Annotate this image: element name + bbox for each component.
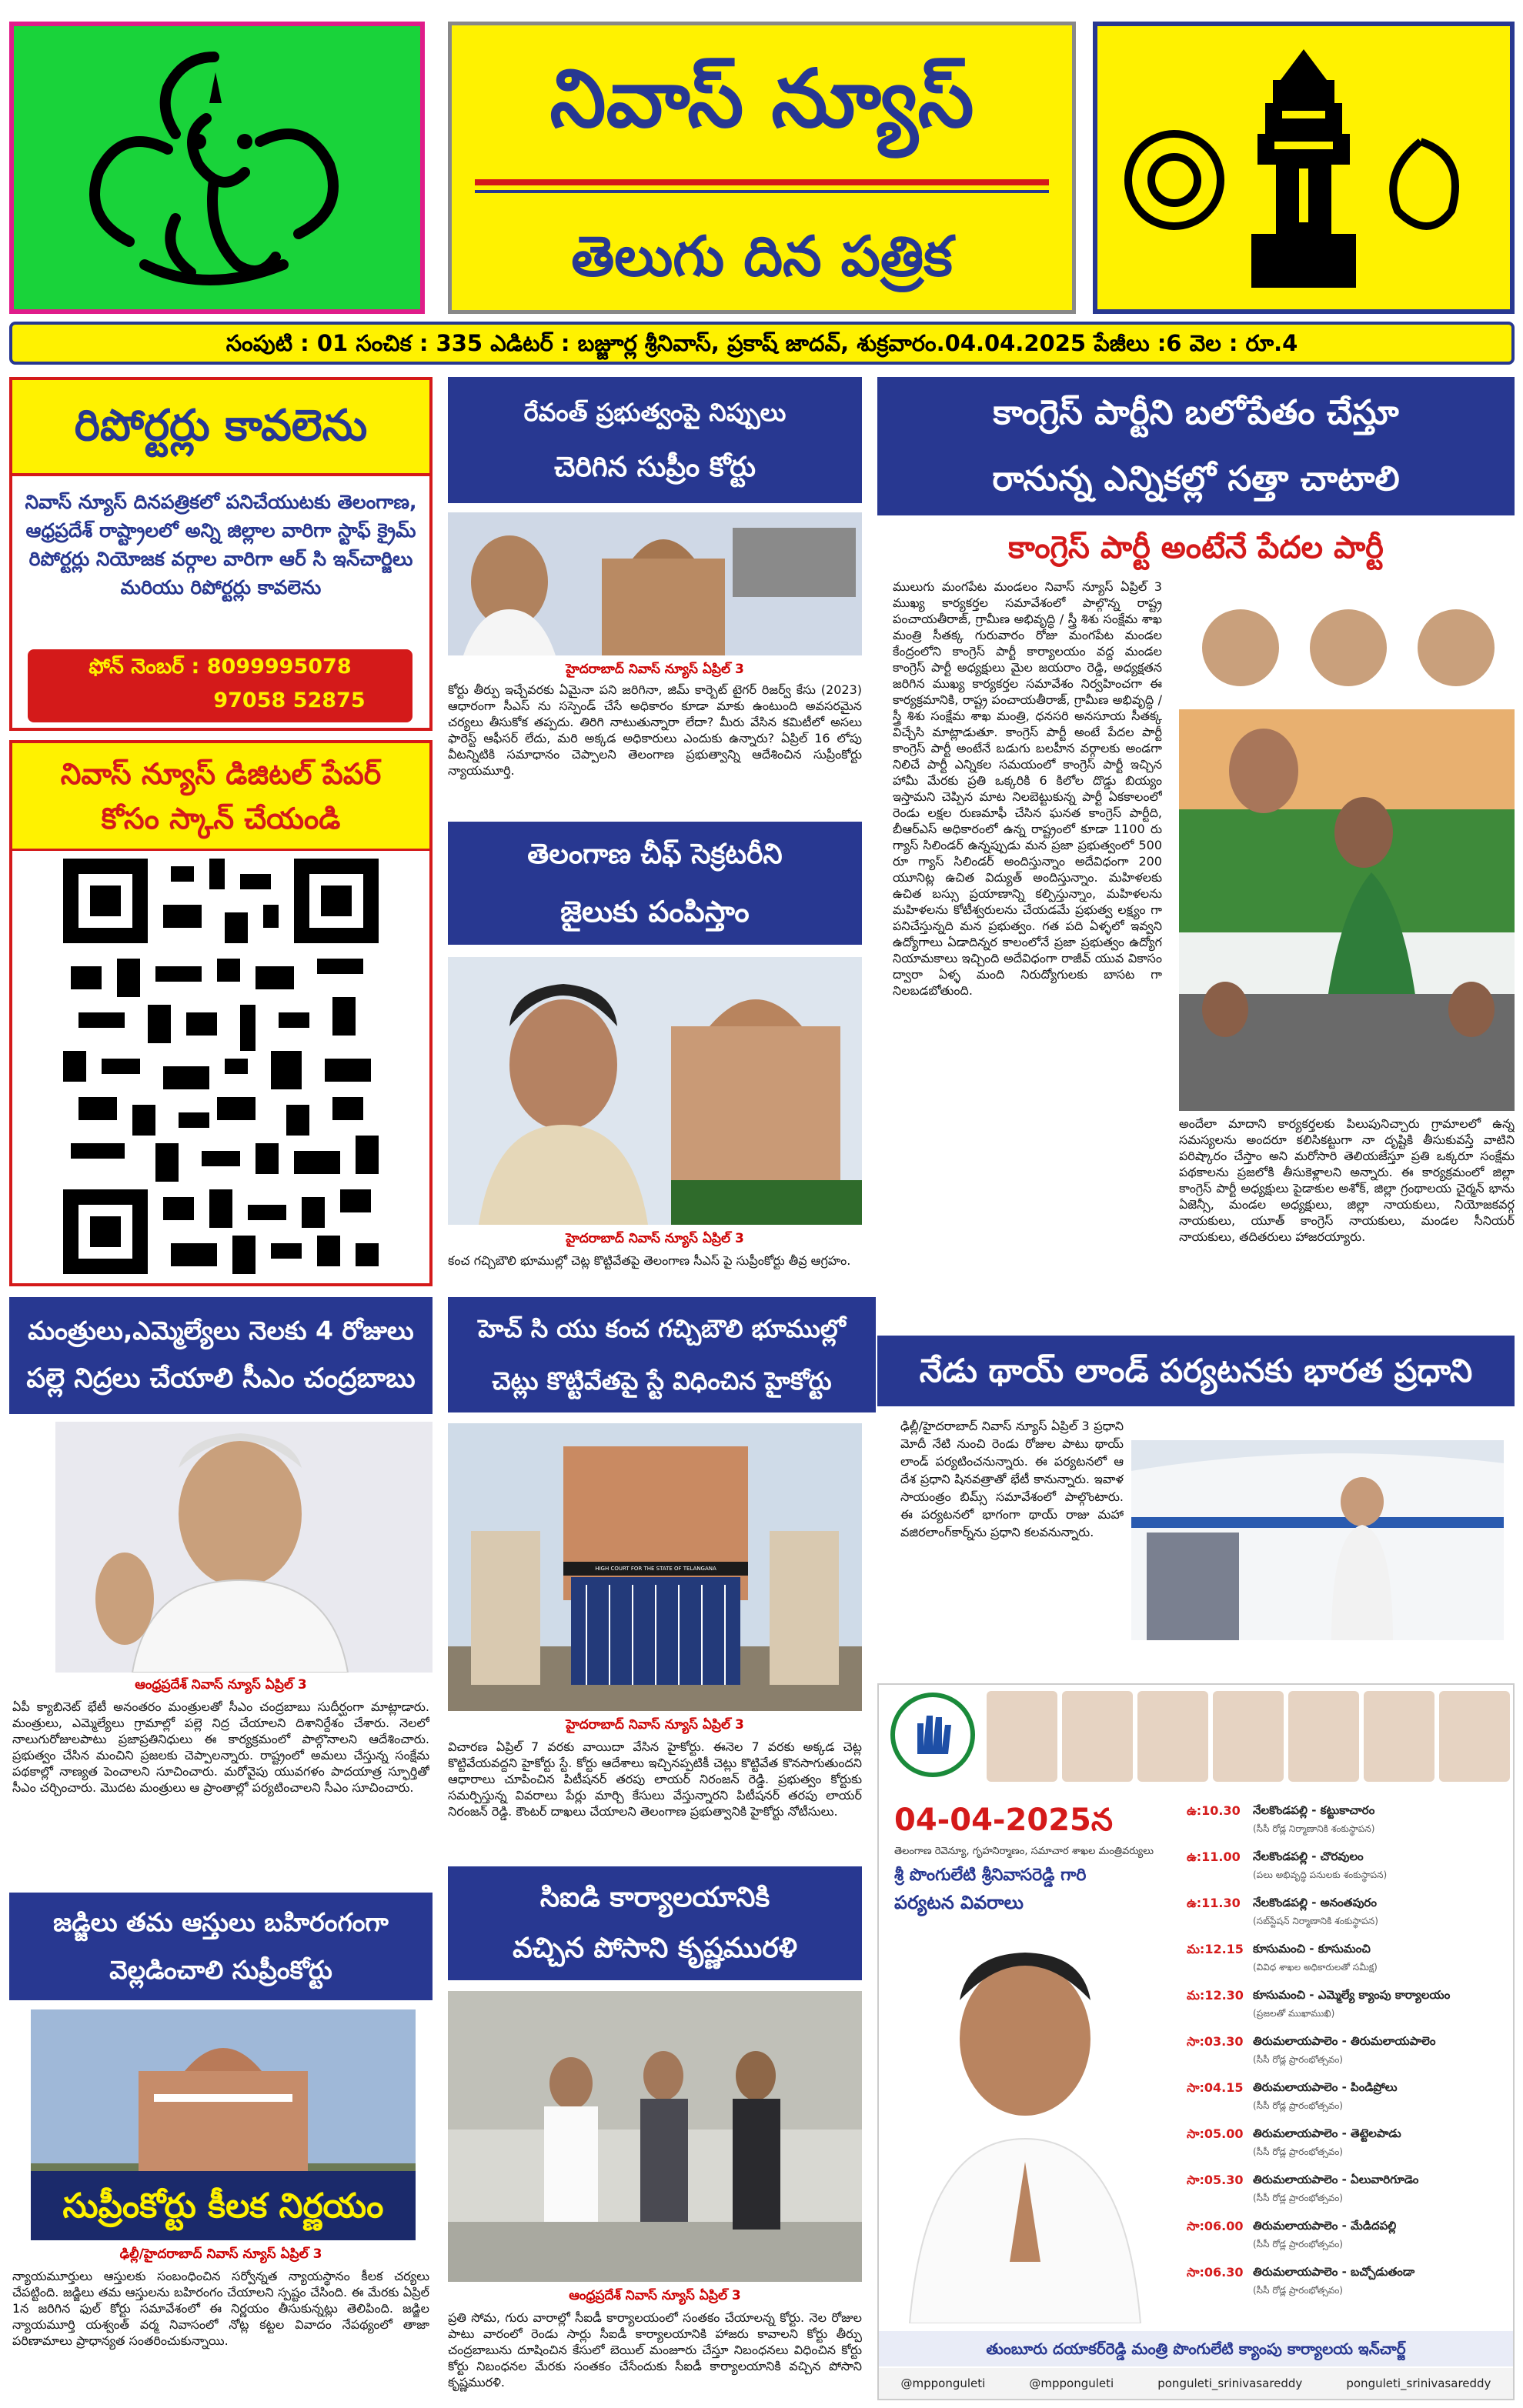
posani-headline <box>448 1866 862 1980</box>
schedule-time: ఉ:11.30 <box>1187 1896 1241 1910</box>
social-handle-twitter[interactable]: @mpponguleti <box>1029 2376 1114 2390</box>
reporters-text: నివాస్ న్యూస్ దినపత్రికలో పనిచేయుటకు తెలంగాణ, ఆధ్రప్రదేశ్ రాష్ట్రాలలో అన్ని జిల్లాల వారిగా స్టాఫ్ క్రైమ్ రిపోర్టర్లు నియోజక వర్గాల వారిగా ఆర్ సి ఇన్‌చార్జిలు మరియు రిపోర్టర్లు కావలెను <box>25 491 417 599</box>
pm-aircraft-photo-icon <box>1131 1440 1504 1640</box>
schedule-place: నేలకొండపల్లి - అనంతపురం <box>1253 1896 1377 1909</box>
schedule-item <box>1187 2031 1510 2077</box>
schedule-item <box>1187 2170 1510 2216</box>
title-rule-blue <box>475 190 1049 193</box>
reporters-wanted-ad <box>9 377 433 731</box>
court-collage-icon <box>448 512 862 655</box>
schedule-time: ఉ:10.30 <box>1187 1803 1241 1818</box>
revanth-body: కోర్టు తీర్పు ఇచ్చేవరకు ఏమైనా పని జరిగినా, జిమ్ కార్బెట్ టైగర్ రిజర్వ్ కేసు (2023) ఆధారంగా సీఎస్ ను సస్పెండ్ చేసే అధికారం కూడా మాకు ఉంటుంది అవసరమైన చర్యలు తీసుకోక తప్పదు. తిరిగి నాటుతున్నారా లేదా? మీరు వేసిన కమిటీలో అసలు ఫారెస్ట్ ఆఫీసర్ లేదు, మరి అక్కడ అధికారులు ఎందుకు ఉన్నారు? ఏప్రిల్ 16 లోపు వీటన్నిటికి సమాధానం చెప్పాలని తెలంగాణ ప్రభుత్వాన్ని ఆదేశించిన సుప్రీంకోర్టు న్యాయమూర్తి. <box>448 682 862 778</box>
social-bar <box>879 2368 1513 2399</box>
cs-dateline: హైదరాబాద్ నివాస్ న్యూస్ ఏప్రిల్ 3 <box>566 1231 744 1246</box>
revanth-photo <box>448 512 862 655</box>
schedule-time: సా:06.00 <box>1187 2219 1244 2233</box>
schedule-note: (సీసీ రోడ్ల ప్రారంభోత్సవం) <box>1253 2193 1343 2203</box>
modi-headline-text: నేడు థాయ్ లాండ్ పర్యటనకు భారత ప్రధాని <box>919 1352 1473 1389</box>
chandrababu-body: ఏపీ క్యాబినెట్ భేటీ అనంతరం మంత్రులతో సీఎం చంద్రబాబు సుదీర్ఘంగా మాట్లాడారు. మంత్రులు, ఎమ్మెల్యేలు గ్రామాల్లో పల్లె నిద్ర చేయాలని దిశానిర్దేశం చేశారు. నెలలో నాలుగురోజులపాటు ప్రజాప్రతినిధులు ఈ కార్యక్రమంలో పాల్గొనాలని ఆదేశించారు. ప్రభుత్వం చేసిన మంచిని ప్రజలకు చెప్పాలన్నారు. రాష్ట్రంలో అమలు చేస్తున్న సంక్షేమ పథకాల్లో నాణ్యత పెంచాలని సూచించారు. మరోవైపు యువగళం పాదయాత్ర స్ఫూర్తితో సీఎం చర్చించారు. మొదట మంత్రులు ఆ ప్రాంతాల్లో పర్యటించాలని సీఎం సూచించారు. <box>12 1699 429 1795</box>
social-handle-facebook[interactable]: ponguleti_srinivasareddy <box>1157 2376 1303 2390</box>
qr-code-icon <box>63 859 379 1274</box>
reporters-heading-box <box>12 380 429 476</box>
posani-walk-photo-icon <box>448 1991 862 2282</box>
schedule-place: తిరుమలాయపాలెం - పిండిప్రోలు <box>1253 2080 1398 2094</box>
schedule-top-banner <box>879 1685 1513 1785</box>
hcu-photo <box>448 1423 862 1711</box>
schedule-time: మ:12.15 <box>1187 1942 1244 1956</box>
schedule-note: (సీసీ రోడ్ల ప్రారంభోత్సవం) <box>1253 2146 1343 2157</box>
posani-headline-l2: వచ్చిన పోసాని కృష్ణమురళి <box>513 1933 797 1964</box>
congress-body-right: అందేలా మాదాని కార్యకర్తలకు పిలుపునిచ్చారు గ్రామాలలో ఉన్న సమస్యలను అందరూ కలిసికట్టుగా నా దృష్టికి తీసుకువస్తే వాటిని పరిష్కారం చేస్తాం అని మరోసారి తెలియజేస్తూ ప్రతి ఒక్కరూ సంక్షేమ పథకాలను ప్రజలోకి తీసుకెళ్లాలని అన్నారు. ఈ కార్యక్రమంలో జిల్లా కాంగ్రెస్ పార్టీ అధ్యక్షులు పైడాకుల అశోక్, జిల్లా గ్రంథాలయ చైర్మన్ భాను ఏజెన్సీ, మండల అధ్యక్షులు, జిల్లా నాయకులు, నియోజకవర్గ నాయకులు, యూత్ కాంగ్రెస్ నాయకులు, మండల సీనియర్ నాయకులు, తదితరులు హాజరయ్యారు. <box>1179 1116 1515 1244</box>
judges-headline <box>9 1893 433 2000</box>
hcu-body: విచారణ ఏప్రిల్ 7 వరకు వాయిదా వేసిన హైకోర్టు. ఈనెల 7 వరకు అక్కడ చెట్ల కొట్టివేయవద్దని హైకోర్టు స్టే. కోర్టు ఆదేశాలు ఇచ్చినప్పటికీ చెట్లు కొట్టివేత కొనసాగుతుందని ఆధారాలు చూపించిన పిటీషనర్ తరపు లాయర్ నిరంజన్ రెడ్డి. ప్రభుత్వం కోర్టుకు సమర్పిస్తున్న వివరాలు పేర్లు మార్చి కేసులు వేస్తున్నారని పిటీషనర్ తరపు లాయర్ నిరంజన్ రెడ్డి. కౌంటర్ దాఖలు చేయాలని తెలంగాణ ప్రభుత్వానికి హైకోర్టు నోటీసులు. <box>448 1739 862 1819</box>
schedule-place: తిరుమలాయపాలెం - ఏలువారిగూడెం <box>1253 2173 1419 2186</box>
schedule-place: తిరుమలాయపాలెం - తెట్టెలపాడు <box>1253 2126 1401 2140</box>
article-hcu <box>448 1297 876 1857</box>
cs-headline <box>448 822 862 945</box>
qr-code[interactable] <box>63 859 379 1274</box>
cs-headline-l2: జైలుకు పంపిస్తాం <box>560 895 750 929</box>
article-chandrababu <box>9 1297 433 1882</box>
modi-photo <box>1131 1440 1504 1640</box>
schedule-note: (పలు అభివృద్ధి పనులకు శంకుస్థాపన) <box>1253 1869 1388 1880</box>
schedule-note: (వివిధ శాఖల అధికారులతో సమీక్ష) <box>1253 1962 1378 1973</box>
posani-body: ప్రతి సోమ, గురు వారాల్లో సీఐడీ కార్యాలయంలో సంతకం చేయాలన్న కోర్టు. నెల రోజుల పాటు వారంలో రెండు సార్లు సీఐడీ కార్యాలయానికి హాజరు కావాలని కోర్టు తీర్పు చంద్రబాబును దూషించిన కేసులో బెయిల్ మంజూరు చేస్తూ నిబంధనలు విధించిన కోర్టు కోర్టు నిబంధనల మేరకు సంతకం చేసేందుకు సీఐడీ కార్యాలయానికి వచ్చిన పోసాని కృష్ణమురళి. <box>448 2310 862 2390</box>
schedule-time: సా:04.15 <box>1187 2080 1244 2095</box>
congress-body-left: ములుగు మంగపేట మండలం నివాస్ న్యూస్ ఏప్రిల్ 3 ముఖ్య కార్యకర్తల సమావేశంలో పాల్గొన్న రాష్ట్ర పంచాయతీరాజ్, గ్రామీణ అభివృద్ధి / స్త్రీ శిశు సంక్షేమ శాఖ మంత్రి సీతక్క గురువారం రోజు మంగపేట మండల కేంద్రంలోని కాంగ్రెస్ పార్టీ కార్యాలయం వద్ద మండల కాంగ్రెస్ పార్టీ అధ్యక్షులు మైల జయరాం రెడ్డి, అధ్యక్షతన జరిగిన ముఖ్య కార్యకర్తల సమావేశం నిర్వహించగా ఈ కార్యక్రమానికి, రాష్ట్ర పంచాయతీరాజ్, గ్రామీణ అభివృద్ధి / స్త్రీ శిశు సంక్షేమ శాఖ మంత్రి, ధనసరి అనసూయ సీతక్క విచ్చేసి మాట్లాడుతూ. కాంగ్రెస్ పార్టీ అంటే పేదల పార్టీ కాంగ్రెస్ పార్టీ అంటేనే బడుగు బలహీన వర్గాలకు అండగా నిలిచే పార్టీ ఎన్నికల సమయంలో కాంగ్రెస్ పార్టీ ఇచ్చిన హామీ మేరకు ప్రతి ఒక్కరికి 6 కిలోల దొడ్డు బియ్యం ఇస్తామని చెప్పిన మాట నిలబెట్టుకున్న పార్టీ ఏకకాలంలో రెండు లక్షల రుణమాఫీ చేసిన ఘనత కాంగ్రెస్ పార్టీది, బీఆర్ఎస్ అధికారంలో ఉన్న రాష్ట్రంలో కూడా 1100 రు గ్యాస్ సిలిండర్ ఉన్నప్పుడు మన ప్రజా ప్రభుత్వంలో 500 రూ గ్యాస్ సిలిండర్ అందిస్తున్నాం అదేవిధంగా 200 యూనిట్ల ఉచిత విద్యుత్ అందిస్తున్నాం. మహిళలకు ఉచిత బస్సు ప్రయాణాన్ని కల్పిస్తున్నాం, మహిళలను మహిళలను కోటీశ్వరులను చేయడమే ప్రభుత్వ లక్ష్యం గా పనిచేస్తున్నది మన ప్రభుత్వం. గత పది ఏళ్ళలో ఇవ్వని ఉద్యోగాలు ఏడాదిన్నర కాలంలోనే ప్రజా ప్రభుత్వం ఉద్యోగ నియామకాలు ఇచ్చింది అదేవిధంగా రాజీవ్ యువ వికాసం ద్వారా ఏళ్ళ మంది నిరుద్యోగులకు బాసట గా నిలబడబోతుంది. <box>893 579 1162 998</box>
schedule-line1: తెలంగాణ రెవెన్యూ, గృహనిర్మాణం, సమాచార శాఖల మంత్రివర్యులు <box>894 1846 1154 1857</box>
hcu-headline-l2: చెట్లు కొట్టివేతపై స్టే విధించిన హైకోర్టు <box>492 1366 832 1396</box>
modi-headline <box>877 1336 1515 1406</box>
revanth-headline-l2: చెరిగిన సుప్రీం కోర్టు <box>554 452 756 483</box>
congress-headline-l2: రానున్న ఎన్నికల్లో సత్తా చాటాలి <box>992 459 1400 499</box>
schedule-note: (ప్రజలతో ముఖాముఖి) <box>1253 2008 1335 2019</box>
phone-number-2: 97058 52875 <box>213 689 366 712</box>
chandrababu-headline-l1: మంత్రులు,ఎమ్మెల్యేలు నెలకు 4 రోజులు <box>28 1316 414 1346</box>
chandrababu-photo <box>55 1422 433 1673</box>
masthead <box>0 0 1523 315</box>
masthead-title-box <box>448 22 1076 314</box>
schedule-item <box>1187 2216 1510 2262</box>
schedule-item <box>1187 2123 1510 2170</box>
cs-photo <box>448 957 862 1225</box>
schedule-time: మ:12.30 <box>1187 1988 1244 2003</box>
phone-number-1: ఫోన్ నెంబర్ : 8099995078 <box>89 655 352 679</box>
title-rule-red <box>475 179 1049 185</box>
schedule-note: (సీసీ రోడ్ల ప్రారంభోత్సవం) <box>1253 2054 1343 2065</box>
schedule-time: సా:03.30 <box>1187 2034 1244 2049</box>
ganesha-logo-box <box>9 22 425 314</box>
schedule-time: ఉ:11.00 <box>1187 1849 1241 1864</box>
article-modi <box>877 1336 1515 1674</box>
schedule-footer-text: తుంబూరు దయాకర్‌రెడ్డి మంత్రి పొంగులేటి క్యాంపు కార్యాలయ ఇన్‌చార్జ్ <box>986 2340 1406 2358</box>
schedule-place: నేలకొండపల్లి - చొరవులం <box>1253 1849 1364 1863</box>
schedule-item <box>1187 1893 1510 1939</box>
schedule-item <box>1187 1985 1510 2031</box>
ganesha-icon <box>14 26 420 309</box>
congress-headline-l1: కాంగ్రెస్ పార్టీని బలోపేతం చేస్తూ <box>993 393 1399 432</box>
schedule-note: (సీసీ రోడ్ల ప్రారంభోత్సవం) <box>1253 2100 1343 2111</box>
newspaper-subtitle: తెలుగు దిన పత్రిక <box>571 224 953 288</box>
article-congress <box>877 377 1515 1331</box>
congress-meeting-photo-icon <box>1179 579 1515 1111</box>
phone-box <box>28 649 412 722</box>
hcu-headline <box>448 1297 876 1412</box>
newspaper-title: నివాస్ న్యూస్ <box>549 52 974 145</box>
schedule-item <box>1187 2262 1510 2308</box>
hcu-headline-l1: హెచ్ సి యు కంచ గచ్చిబౌలి భూముల్లో <box>478 1314 846 1343</box>
article-cs <box>448 822 862 1299</box>
schedule-footer <box>879 2331 1513 2366</box>
schedule-item <box>1187 1800 1510 1846</box>
issue-info-bar <box>9 322 1515 365</box>
schedule-place: తిరుమలాయపాలెం - మేడిదపల్లి <box>1253 2219 1397 2233</box>
judges-banner-text: సుప్రీంకోర్టు కీలక నిర్ణయం <box>62 2186 384 2226</box>
social-handle-instagram[interactable]: @mpponguleti <box>900 2376 986 2390</box>
schedule-time: సా:06.30 <box>1187 2265 1244 2280</box>
congress-hand-icon <box>887 1689 979 1781</box>
digital-heading-box <box>12 743 429 851</box>
schedule-time: సా:05.30 <box>1187 2173 1244 2187</box>
schedule-minister: శ్రీ పొంగులేటి శ్రీనివాసరెడ్డి గారి <box>894 1866 1087 1885</box>
schedule-list <box>1187 1800 1510 2323</box>
judges-photo <box>31 2009 416 2240</box>
issue-info-text: సంపుటి : 01 సంచిక : 335 ఎడిటర్ : బజ్జూర్ల శ్రీనివాస్, ప్రకాష్ జాదవ్, శుక్రవారం.04.04.2025 పేజీలు :6 వెల : రూ.4 <box>225 330 1298 356</box>
posani-photo <box>448 1991 862 2282</box>
schedule-note: (సీసీ రోడ్ల ప్రారంభోత్సవం) <box>1253 2285 1343 2296</box>
judges-dateline: ఢిల్లీ/హైదరాబాద్ నివాస్ న్యూస్ ఏప్రిల్ 3 <box>119 2246 322 2262</box>
schedule-portraits <box>987 1691 1510 1782</box>
schedule-item <box>1187 2077 1510 2123</box>
schedule-place: కూసుమంచి - ఎమ్మెల్యే క్యాంపు కార్యాలయం <box>1253 1988 1451 2002</box>
congress-headline <box>877 377 1515 515</box>
schedule-item <box>1187 1846 1510 1893</box>
cs-body: కంచ గచ్చిబౌలి భూముల్లో చెట్ల కొట్టివేతపై తెలంగాణ సీఎస్ పై సుప్రీంకోర్టు తీవ్ర ఆగ్రహం. <box>448 1253 851 1268</box>
revanth-dateline: హైదరాబాద్ నివాస్ న్యూస్ ఏప్రిల్ 3 <box>566 662 744 677</box>
schedule-place: కూసుమంచి - కూసుమంచి <box>1253 1942 1371 1956</box>
article-posani <box>448 1866 862 2400</box>
balaji-icon <box>1097 26 1510 309</box>
schedule-place: నేలకొండపల్లి - కట్టుకాచారం <box>1253 1803 1375 1817</box>
chief-secretary-photo-icon <box>448 957 862 1225</box>
schedule-date: 04-04-2025న <box>894 1803 1113 1838</box>
schedule-time: సా:05.00 <box>1187 2126 1244 2141</box>
article-judges <box>9 1893 433 2400</box>
deity-logo-box <box>1093 22 1515 314</box>
hcu-gate-sign: HIGH COURT FOR THE STATE OF TELANGANA <box>595 1566 716 1572</box>
schedule-note: (సబ్‌స్టేషన్ నిర్మాణానికి శంకుస్థాపన) <box>1253 1916 1378 1926</box>
schedule-item <box>1187 1939 1510 1985</box>
modi-body: ఢిల్లీ/హైదరాబాద్ నివాస్ న్యూస్ ఏప్రిల్ 3 ప్రధాని మోదీ నేటి నుంచి రెండు రోజుల పాటు థాయ్ లాండ్ పర్యటించనున్నారు. ఈ పర్యటనలో ఆ దేశ ప్రధాని షినవత్రాతో భేటీ కానున్నారు. ఇవాళ సాయంత్రం బిమ్స్ సమావేశంలో పాల్గొంటారు. ఈ పర్యటనలో భాగంగా థాయ్ రాజు మహా వజిరలాంగ్‌కార్న్‌ను ప్రధాని కలవనున్నారు. <box>900 1419 1124 1539</box>
schedule-note: (సీసీ రోడ్ల ప్రారంభోత్సవం) <box>1253 2239 1343 2250</box>
schedule-tour: పర్యటన వివరాలు <box>894 1892 1024 1913</box>
chandrababu-dateline: ఆంధ్రప్రదేశ్ నివాస్ న్యూస్ ఏప్రిల్ 3 <box>135 1677 307 1693</box>
judges-body: న్యాయమూర్తులు ఆస్తులకు సంబంధించిన సర్వోన్నత న్యాయస్థానం కీలక చర్యలు చేపట్టింది. జడ్జిలు తమ ఆస్తులను బహిరంగం చేయాలని స్పష్టం చేసింది. ఈ మేరకు ఏప్రిల్ 1న జరిగిన ఫుల్ కోర్టు సమావేశంలో ఈ నిర్ణయం తీసుకున్నట్లు తెలిపింది. జడ్జిల న్యాయమూర్తి యశ్వంత్ వర్మ నివాసంలో నోట్ల కట్టల వివాదం నేపథ్యంలో తాజా పరిణామాలు ప్రాధాన్యత సంతరించుకున్నాయి. <box>12 2269 429 2348</box>
schedule-place: తిరుమలాయపాలెం - తిరుమలాయపాలెం <box>1253 2034 1436 2048</box>
schedule-place: తిరుమలాయపాలెం - బచ్చోడుతండా <box>1253 2265 1415 2279</box>
digital-paper-ad <box>9 740 433 1286</box>
posani-headline-l1: సిఐడి కార్యాలయానికి <box>539 1882 770 1913</box>
revanth-headline <box>448 377 862 503</box>
judges-headline-l2: వెల్లడించాలి సుప్రీంకోర్టు <box>109 1955 332 1985</box>
person-photo-icon <box>55 1422 433 1673</box>
social-handle-youtube[interactable]: ponguleti_srinivasareddy <box>1346 2376 1491 2390</box>
chandrababu-headline-l2: పల్లె నిద్రలు చేయాలి సీఎం చంద్రబాబు <box>26 1363 416 1394</box>
judges-headline-l1: జడ్జిలు తమ ఆస్తులు బహిరంగంగా <box>53 1907 389 1937</box>
schedule-note: (సీసీ రోడ్ల నిర్మాణానికి శంకుస్థాపన) <box>1253 1823 1375 1834</box>
digital-heading: నివాస్ న్యూస్ డిజిటల్ పేపర్ కోసం స్కాన్ చేయండి <box>60 756 382 835</box>
posani-dateline: ఆంధ్రప్రదేశ్ నివాస్ న్యూస్ ఏప్రిల్ 3 <box>569 2288 741 2303</box>
minister-photo <box>894 1923 1156 2323</box>
cs-headline-l1: తెలంగాణ చీఫ్ సెక్రటరీని <box>527 839 783 870</box>
schedule-ad <box>877 1683 1515 2400</box>
article-revanth <box>448 377 862 792</box>
hcu-dateline: హైదరాబాద్ నివాస్ న్యూస్ ఏప్రిల్ 3 <box>566 1717 744 1733</box>
revanth-headline-l1: రేవంత్ ప్రభుత్వంపై నిప్పులు <box>523 398 787 427</box>
congress-subheadline: కాంగ్రెస్ పార్టీ అంటేనే పేదల పార్టీ <box>1008 530 1384 565</box>
minister-namaste-icon <box>894 1923 1156 2323</box>
chandrababu-headline <box>9 1297 433 1414</box>
congress-photo <box>1179 579 1515 1111</box>
reporters-heading: రిపోర్టర్లు కావలెను <box>74 401 368 451</box>
